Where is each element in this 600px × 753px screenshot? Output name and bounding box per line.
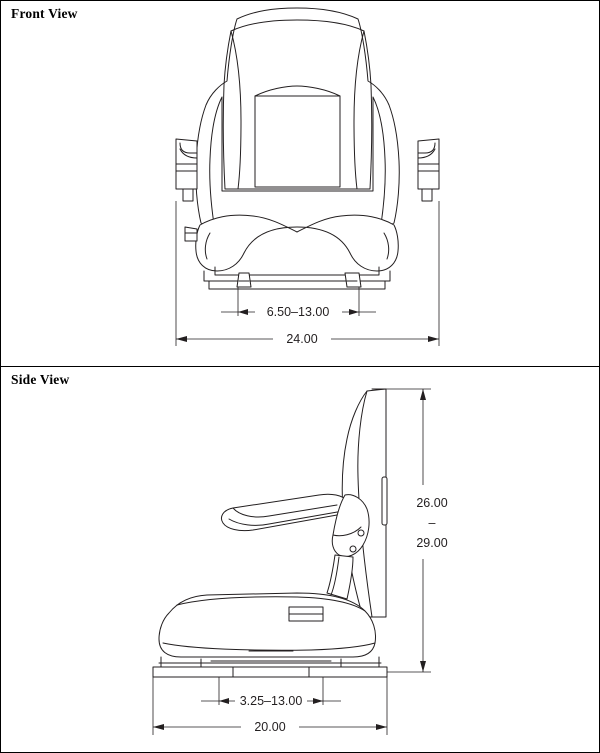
side-adjust-dim-label: 3.25–13.00 <box>239 694 303 708</box>
front-adjust-dim-label: 6.50–13.00 <box>266 305 330 319</box>
side-view-panel <box>1 367 600 752</box>
front-width-dim-label: 24.00 <box>286 332 318 346</box>
front-view-drawing <box>1 1 600 366</box>
side-height-bottom-label: 29.00 <box>416 536 448 550</box>
side-depth-dim-label: 20.00 <box>254 720 286 734</box>
side-height-top-label: 26.00 <box>416 496 448 510</box>
front-view-panel <box>1 1 600 367</box>
front-view-title: Front View <box>11 6 78 21</box>
side-height-dash-label: – <box>428 516 436 530</box>
side-view-title: Side View <box>11 372 70 387</box>
side-view-drawing <box>1 367 600 752</box>
